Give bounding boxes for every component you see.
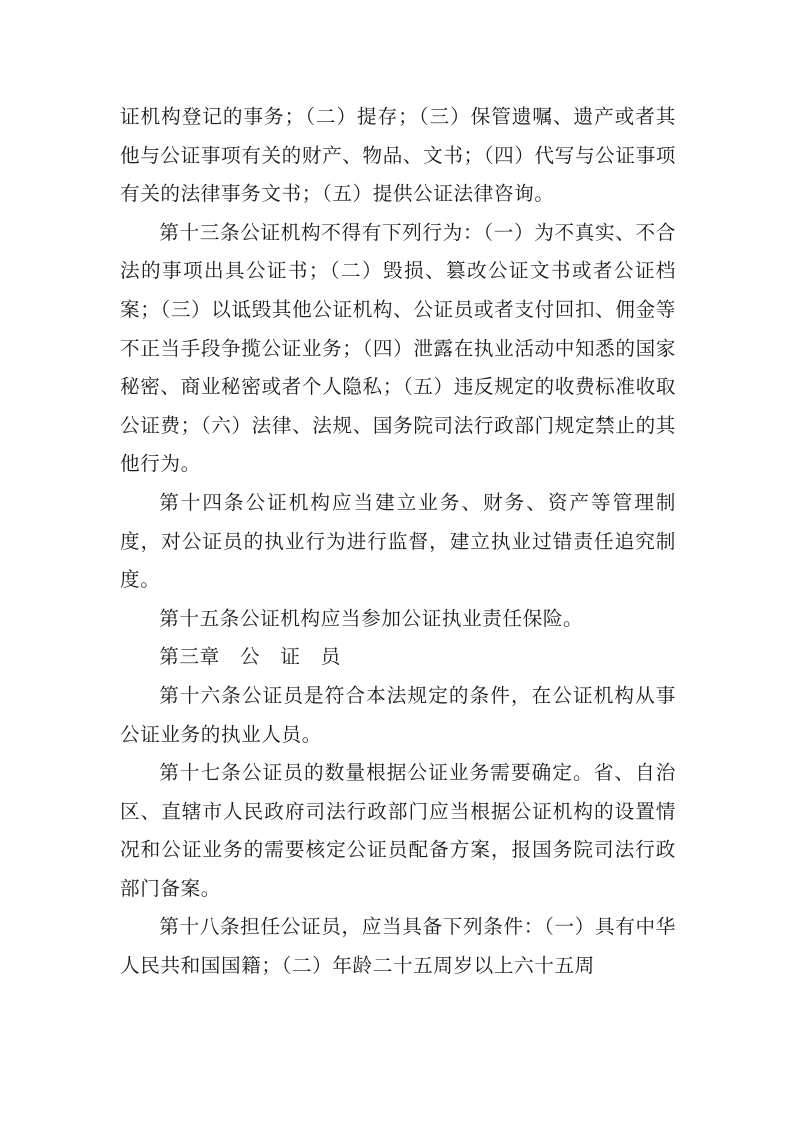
article-17: 第十七条公证员的数量根据公证业务需要确定。省、自治区、直辖市人民政府司法行政部门应当根据公证机构的设置情况和公证业务的需要核定公证员配备方案，报国务院司法行政部门备案。 — [120, 761, 676, 900]
article-13: 第十三条公证机构不得有下列行为：（一）为不真实、不合法的事项出具公证书；（二）毁损、篡改公证文书或者公证档案；（三）以诋毁其他公证机构、公证员或者支付回扣、佣金等不正当手段争揽公证业务；（四）泄露在执业活动中知悉的国家秘密、商业秘密或者个人隐私；（五）违反规定的收费标准收取公证费；（六）法律、法规、国务院司法行政部门规定禁止的其他行为。 — [120, 220, 676, 476]
chapter-heading: 第三章 公 证 员 — [159, 645, 341, 669]
document-body — [120, 98, 676, 986]
article-18: 第十八条担任公证员，应当具备下列条件：（一）具有中华人民共和国国籍；（二）年龄二十五周岁以上六十五周 — [120, 915, 676, 978]
article-16: 第十六条公证员是符合本法规定的条件，在公证机构从事公证业务的执业人员。 — [120, 683, 676, 746]
article-15: 第十五条公证机构应当参加公证执业责任保险。 — [159, 606, 584, 630]
article-14: 第十四条公证机构应当建立业务、财务、资产等管理制度，对公证员的执业行为进行监督，建立执业过错责任追究制度。 — [120, 490, 676, 592]
paragraph-continuation: 证机构登记的事务；（二）提存；（三）保管遗嘱、遗产或者其他与公证事项有关的财产、物品、文书；（四）代写与公证事项有关的法律事务文书；（五）提供公证法律咨询。 — [120, 105, 676, 206]
